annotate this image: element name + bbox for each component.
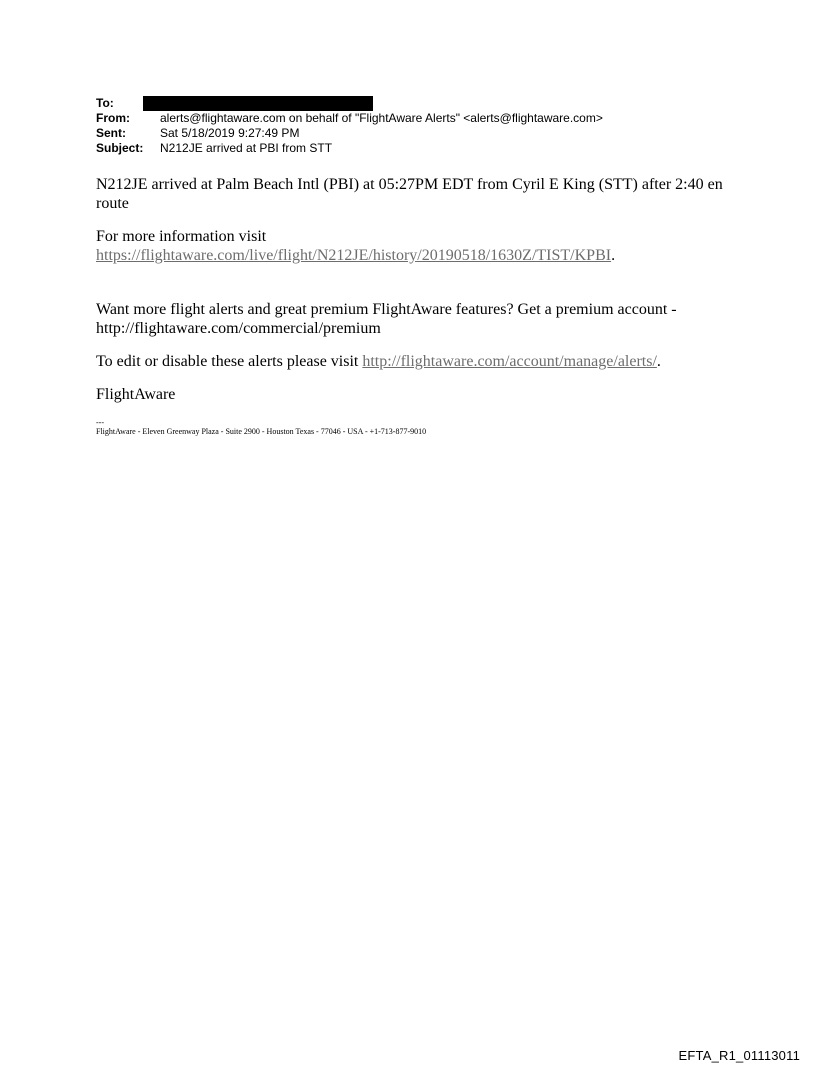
from-value: alerts@flightaware.com on behalf of "FlightAware Alerts" <alerts@flightaware.com> bbox=[160, 111, 603, 125]
redaction-bar bbox=[143, 96, 373, 111]
from-row bbox=[96, 111, 603, 126]
sent-row bbox=[96, 126, 603, 141]
flight-history-link[interactable]: https://flightaware.com/live/flight/N212JE/history/20190518/1630Z/TIST/KPBI bbox=[96, 247, 612, 264]
subject-value: N212JE arrived at PBI from STT bbox=[160, 141, 333, 155]
arrival-message: N212JE arrived at Palm Beach Intl (PBI) at 05:27PM EDT from Cyril E King (STT) after 2:40 en route bbox=[96, 176, 723, 212]
footer-address: FlightAware - Eleven Greenway Plaza - Suite 2900 - Houston Texas - 77046 - USA - +1-713-877-9010 bbox=[96, 427, 427, 436]
email-body bbox=[96, 175, 726, 437]
more-info-text: For more information visit bbox=[96, 228, 267, 245]
premium-message: Want more flight alerts and great premium FlightAware features? Get a premium account - http://flightaware.com/commercial/premium bbox=[96, 301, 677, 337]
more-info-paragraph: For more information visit https://flightaware.com/live/flight/N212JE/history/20190518/1630Z/TIST/KPBI. bbox=[96, 228, 616, 264]
sent-label: Sent: bbox=[96, 126, 126, 140]
edit-alerts-paragraph: To edit or disable these alerts please visit http://flightaware.com/account/manage/alerts/. bbox=[96, 353, 661, 370]
sent-value: Sat 5/18/2019 9:27:49 PM bbox=[160, 126, 300, 140]
edit-alerts-text: To edit or disable these alerts please visit bbox=[96, 353, 359, 370]
from-label: From: bbox=[96, 111, 130, 125]
signature: FlightAware bbox=[96, 386, 176, 403]
subject-row bbox=[96, 141, 603, 156]
footer-separator: --- bbox=[96, 418, 104, 427]
subject-label: Subject: bbox=[96, 141, 144, 155]
to-label: To: bbox=[96, 96, 114, 110]
manage-alerts-link[interactable]: http://flightaware.com/account/manage/alerts/ bbox=[362, 353, 657, 370]
document-id: EFTA_R1_01113011 bbox=[678, 1048, 800, 1063]
